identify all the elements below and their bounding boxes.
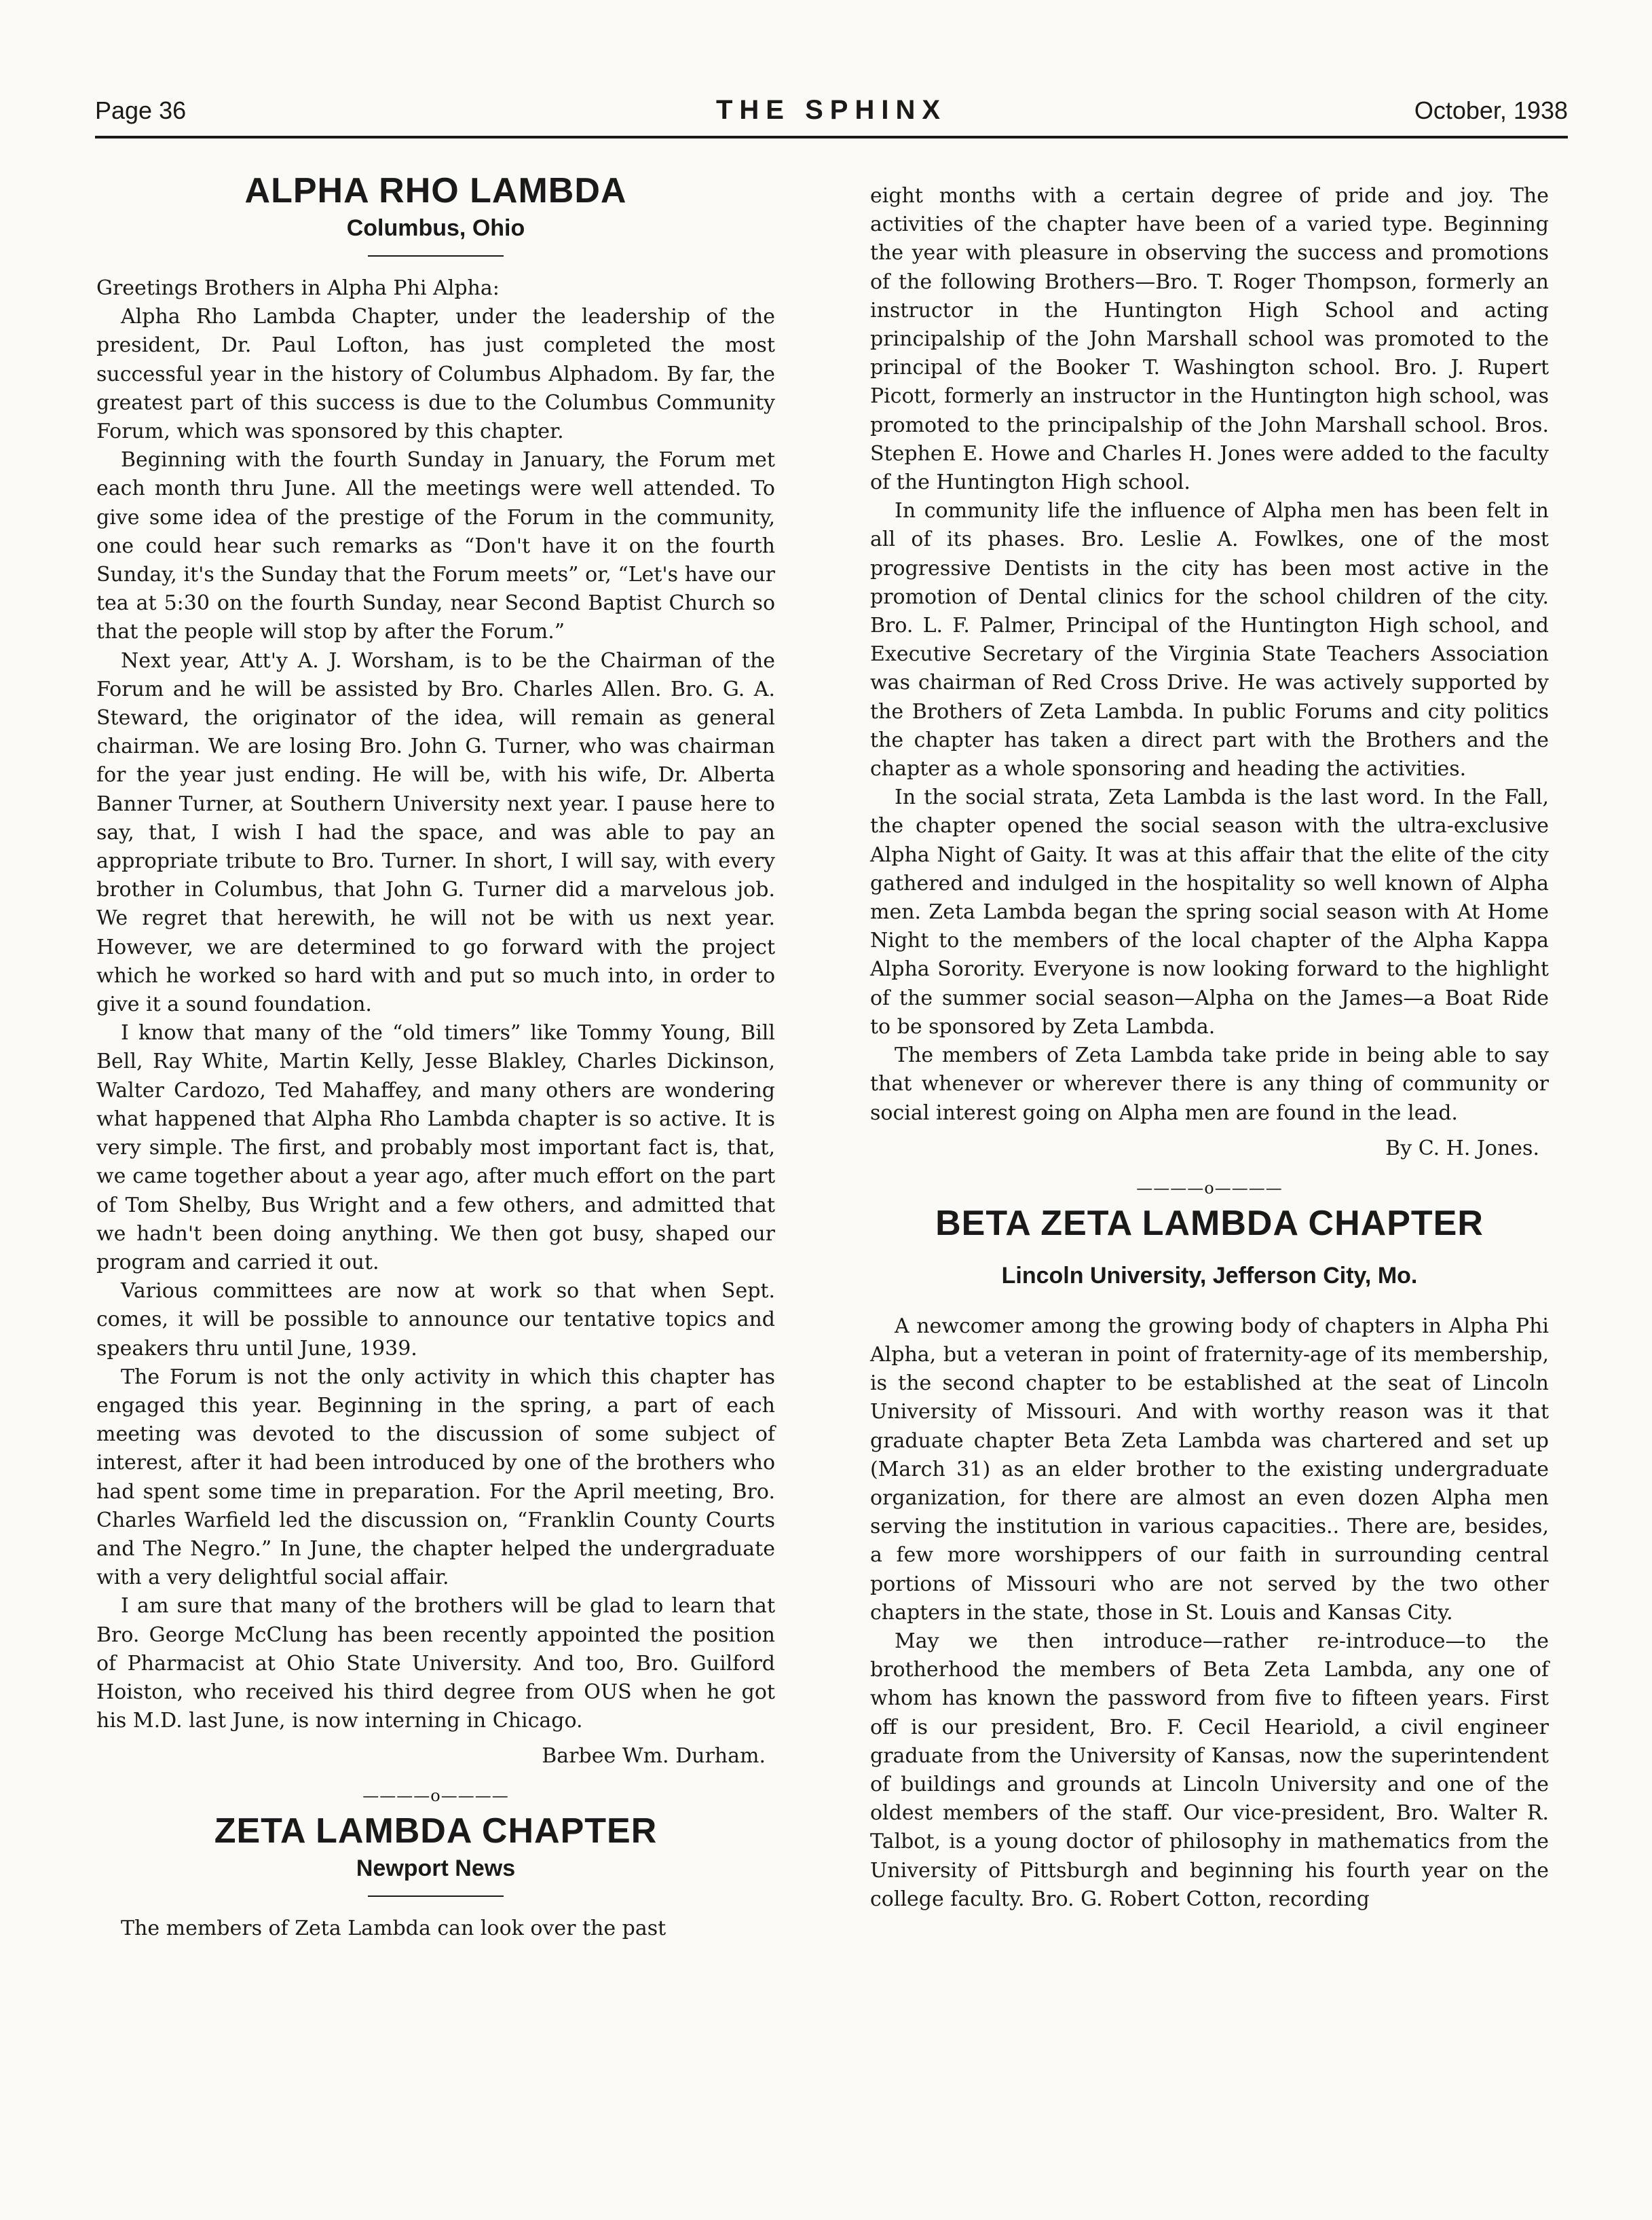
issue-date: October, 1938 <box>1414 96 1568 124</box>
paragraph: The Forum is not the only activity in which this chapter has engaged this year. Beginning in the spring, a part of each meeting was devoted to the discussion of some subject of interest, after it had been introduced by one of the brothers who had spent some time in preparation. For the April meeting, Bro. Charles Warfield led the discussion on, “Franklin County Courts and The Negro.” In June, the chapter helped the undergraduate with a very delightful social affair. <box>96 1365 775 1590</box>
paragraph: May we then introduce—rather re-introduce—to the brotherhood the members of Beta Zeta Lambda, any one of whom has known the password from five to fifteen years. First off is our president, Bro. F. Cecil Heariold, a civil engineer graduate from the University of Kansas, now the superintendent of buildings and grounds at Lincoln University and one of the oldest members of the staff. Our vice-president, Bro. Walter R. Talbot, is a young doctor of philosophy in mathematics from the University of Pittsburgh and beginning his fourth year on the college faculty. Bro. G. Robert Cotton, recording <box>870 1629 1549 1911</box>
right-column <box>870 182 1549 1914</box>
alpha-rho-subtitle: Columbus, Ohio <box>346 215 525 241</box>
section-separator: ————o———— <box>362 1786 509 1806</box>
title-rule <box>368 1895 504 1897</box>
zeta-subtitle: Newport News <box>356 1855 516 1882</box>
paragraph: Beginning with the fourth Sunday in January, the Forum met each month thru June. All the meetings were well attended. To give some idea of the prestige of the Forum in the community, one could hear such remarks as “Don't have it on the fourth Sunday, it's the Sunday that the Forum meets” or, “Let's have our tea at 5:30 on the fourth Sunday, near Second Baptist Church so that the people will stop by after the Forum.” <box>96 448 775 644</box>
paragraph: Various committees are now at work so that when Sept. comes, it will be possible to announce our tentative topics and speakers thru until June, 1939. <box>96 1279 775 1361</box>
paragraph: I am sure that many of the brothers will be glad to learn that Bro. George McClung has been recently appointed the position of Pharmacist at Ohio State University. And too, Bro. Guilford Hoiston, who received his third degree from OUS when he got his M.D. last June, is now interning in Chicago. <box>96 1594 775 1733</box>
paragraph: The members of Zeta Lambda can look over the past <box>121 1917 667 1941</box>
paragraph: The members of Zeta Lambda take pride in being able to say that whenever or wherever there is any thing of community or social interest going on Alpha men are found in the lead. <box>870 1043 1549 1125</box>
page-header <box>95 95 1568 138</box>
paragraph: In the social strata, Zeta Lambda is the last word. In the Fall, the chapter opened the social season with the ultra-exclusive Alpha Night of Gaity. It was at this affair that the elite of the city gathered and indulged in the hospitality so well known of Alpha men. Zeta Lambda began the spring social season with At Home Night to the members of the local chapter of the Alpha Kappa Alpha Sorority. Everyone is now looking forward to the highlight of the summer social season—Alpha on the James—a Boat Ride to be sponsored by Zeta Lambda. <box>870 785 1549 1039</box>
signature: Barbee Wm. Durham. <box>542 1744 766 1769</box>
paragraph: I know that many of the “old timers” like Tommy Young, Bill Bell, Ray White, Martin Kelly, Jesse Blakley, Charles Dickinson, Walter Cardozo, Ted Mahaffey, and many others are wondering what happened that Alpha Rho Lambda chapter is so active. It is very simple. The first, and probably most important fact is, that, we came together about a year ago, after much effort on the part of Tom Shelby, Bus Wright and a few others, and admitted that we hadn't been doing anything. We then got busy, shaped our program and carried it out. <box>96 1021 775 1274</box>
paragraph: eight months with a certain degree of pride and joy. The activities of the chapter have been of a varied type. Beginning the year with pleasure in observing the success and promotions of the following Brothers—Bro. T. Roger Thompson, formerly an instructor in the Huntington High School and acting principalship of the John Marshall school was promoted to the principal of the Booker T. Washington school. Bro. J. Rupert Picott, formerly an instructor in the Huntington high school, was promoted to the principalship of the John Marshall school. Bros. Stephen E. Howe and Charles H. Jones were added to the faculty of the Huntington High school. <box>870 184 1549 495</box>
left-column <box>96 170 775 1944</box>
magazine-title: THE SPHINX <box>715 95 947 125</box>
page-number: Page 36 <box>95 96 187 124</box>
zeta-title: ZETA LAMBDA CHAPTER <box>214 1811 658 1851</box>
beta-zeta-title: BETA ZETA LAMBDA CHAPTER <box>935 1203 1484 1243</box>
alpha-rho-title: ALPHA RHO LAMBDA <box>244 171 627 210</box>
beta-zeta-subtitle: Lincoln University, Jefferson City, Mo. <box>1001 1262 1418 1289</box>
paragraph: Alpha Rho Lambda Chapter, under the leadership of the president, Dr. Paul Lofton, has just completed the most successful year in the history of Columbus Alphadom. By far, the greatest part of this success is due to the Columbus Community Forum, which was sponsored by this chapter. <box>96 305 775 444</box>
paragraph: A newcomer among the growing body of chapters in Alpha Phi Alpha, but a veteran in point of fraternity-age of its membership, is the second chapter to be established at the seat of Lincoln University of Missouri. And with worthy reason was it that graduate chapter Beta Zeta Lambda was chartered and set up (March 31) as an elder brother to the existing undergraduate organization, for there are almost an even dozen Alpha men serving the institution in various capacities.. There are, besides, a few more worshippers of our faith in surrounding central portions of Missouri who are not served by the two other chapters in the state, those in St. Louis and Kansas City. <box>870 1314 1549 1625</box>
signature: By C. H. Jones. <box>1385 1136 1539 1160</box>
section-separator: ————o———— <box>1136 1178 1283 1198</box>
paragraph: Next year, Att'y A. J. Worsham, is to be the Chairman of the Forum and he will be assisted by Bro. Charles Allen. Bro. G. A. Steward, the originator of the idea, will remain as general chairman. We are losing Bro. John G. Turner, who was chairman for the year just ending. He will be, with his wife, Dr. Alberta Banner Turner, at Southern University next year. I pause here to say, that, I wish I had the space, and was able to pay an appropriate tribute to Bro. Turner. In short, I will say, with every brother in Columbus, that John G. Turner did a marvelous job. We regret that herewith, he will not be with us next year. However, we are determined to go forward with the project which he worked so hard with and put so much into, in order to give it a sound foundation. <box>96 648 775 1017</box>
title-rule <box>368 255 504 257</box>
paragraph: In community life the influence of Alpha men has been felt in all of its phases. Bro. Leslie A. Fowlkes, one of the most progressive Dentists in the city has been most active in the promotion of Dental clinics for the school children of the city. Bro. L. F. Palmer, Principal of the Huntington High school, and Executive Secretary of the Virginia State Teachers Association was chairman of Red Cross Drive. He was actively supported by the Brothers of Zeta Lambda. In public Forums and city politics the chapter has taken a direct part with the Brothers and the chapter as a whole sponsoring and heading the activities. <box>870 499 1549 781</box>
greeting: Greetings Brothers in Alpha Phi Alpha: <box>96 276 500 300</box>
